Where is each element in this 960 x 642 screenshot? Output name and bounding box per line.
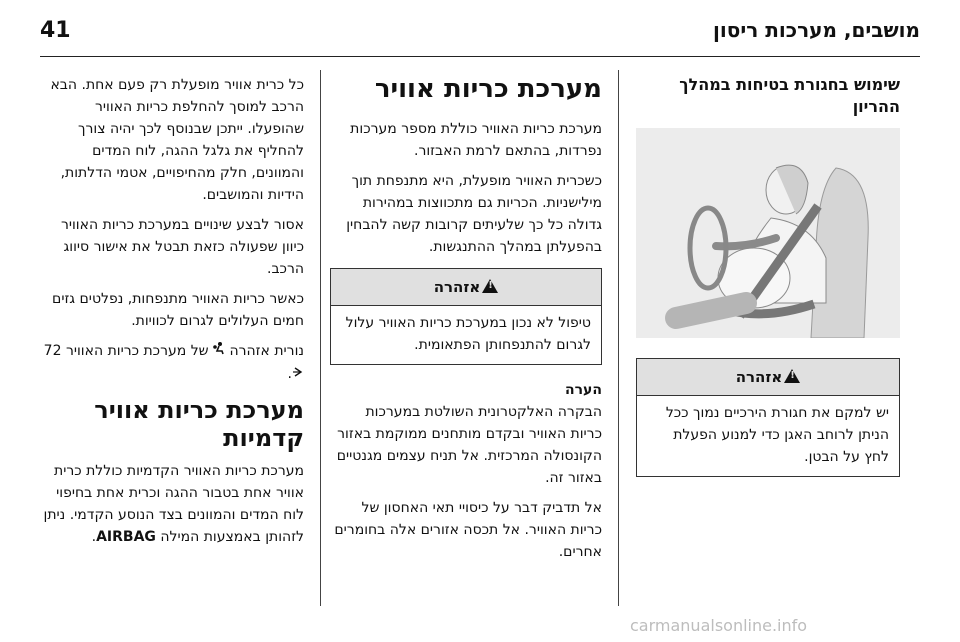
front-airbag-paragraph: מערכת כריות האוויר הקדמיות כוללת כרית אוויר אחת בטבור ההגה וכרית אחת בחיפוי לוח המדים והמוונים בצד הנוסע הקדמי. ניתן לזהותן באמצעות המילה AIRBAG.	[43, 463, 304, 545]
airbag-system-heading: מערכת כריות אוויר	[374, 74, 602, 104]
warning-light-paragraph	[40, 340, 304, 386]
airbag-intro-paragraph: מערכת כריות האוויר כוללת מספר מערכות נפרדות, בהתאם לרמת האבזור.	[350, 121, 602, 159]
section-title: מושבים, מערכות ריסון	[713, 18, 920, 42]
warning-triangle-icon	[482, 279, 498, 293]
airbag-modification-paragraph: אסור לבצע שינויים במערכת כריות האוויר כיוון שפעולה כזאת תבטל את אישור סיווג הרכב.	[60, 217, 304, 277]
hot-gases-paragraph: כאשר כריות האוויר מתנפחות, נפלטים גזים חמים העלולים לגרום לכוויות.	[52, 291, 304, 329]
warning-light-label: נורית אזהרה	[229, 343, 304, 359]
header-divider	[40, 56, 920, 57]
front-airbag-text: מערכת כריות האוויר הקדמיות כוללת כרית אוויר אחת בטבור ההגה וכרית אחת בחיפוי לוח המדים והמוונים בצד הנוסע הקדמי. ניתן לזהותן באמצעות המילה	[43, 463, 304, 545]
page-reference-number[interactable]: 72	[43, 343, 62, 359]
warning-triangle-icon	[784, 369, 800, 383]
warning-header	[331, 269, 601, 306]
right-column	[636, 74, 900, 491]
airbag-word: AIRBAG	[96, 529, 156, 545]
warning-title: אזהרה	[433, 278, 481, 296]
pregnancy-heading: שימוש בחגורת בטיחות במהלך ההריון	[679, 75, 900, 116]
column-divider-right	[618, 70, 619, 606]
pregnant-driver-illustration	[636, 128, 900, 338]
pregnancy-warning-box	[636, 358, 900, 477]
note-heading: הערה	[565, 382, 602, 398]
middle-column	[330, 74, 602, 571]
column-divider-left	[320, 70, 321, 606]
watermark: carmanualsonline.info	[630, 616, 808, 635]
warning-text: יש למקם את חגורת הירכיים נמוך ככל הניתן לרוחב האגן כדי למנוע הפעלת לחץ על הבטן.	[665, 405, 889, 465]
front-airbag-heading: מערכת כריות אוויר קדמיות	[94, 396, 304, 452]
page-reference-arrow-icon	[292, 364, 304, 386]
airbag-replacement-paragraph: כל כרית אוויר מופעלת רק פעם אחת. הבא הרכב למוסך להחלפת כריות האוויר שהופעלו. ייתכן שבנוסף לכך יהיה צורך להחליף את גלגל ההגה, לוח המדים והמוונים, חלק מהחיפויים, אטמי הדלתות, הידיות והמושבים.	[50, 77, 304, 203]
warning-header	[637, 359, 899, 396]
page-number: 41	[40, 18, 71, 43]
airbag-seated-person-icon	[213, 341, 225, 363]
page-header	[40, 18, 920, 52]
page-reference-link[interactable]: 72 .	[44, 343, 304, 382]
note-paragraph-1: הבקרה האלקטרונית השולטת במערכות כריות האוויר ובקדם מותחנים ממוקמת באזור הקונסולה המרכזית. אל תניח עצמים מגנטיים באזור זה.	[336, 404, 602, 486]
airbag-warning-box	[330, 268, 602, 365]
left-column	[40, 74, 304, 556]
airbag-inflation-paragraph: כשכרית האוויר מופעלת, היא מתנפחת תוך מילישניות. הכריות גם מתכווצות במהירות גדולה כל כך שלעיתים קרובות קשה להבחין בהפעלתן במהלך ההתנגשות.	[346, 173, 602, 255]
note-paragraph-2: אל תדביק דבר על כיסויי תאי האחסון של כריות האוויר. אל תכסה אזורים אלה בחומרים אחרים.	[334, 500, 602, 560]
warning-title: אזהרה	[735, 368, 783, 386]
warning-light-text: של מערכת כריות האוויר	[65, 343, 209, 359]
warning-text: טיפול לא נכון במערכת כריות האוויר עלול לגרום להתנפחותן הפתאומית.	[345, 315, 591, 353]
